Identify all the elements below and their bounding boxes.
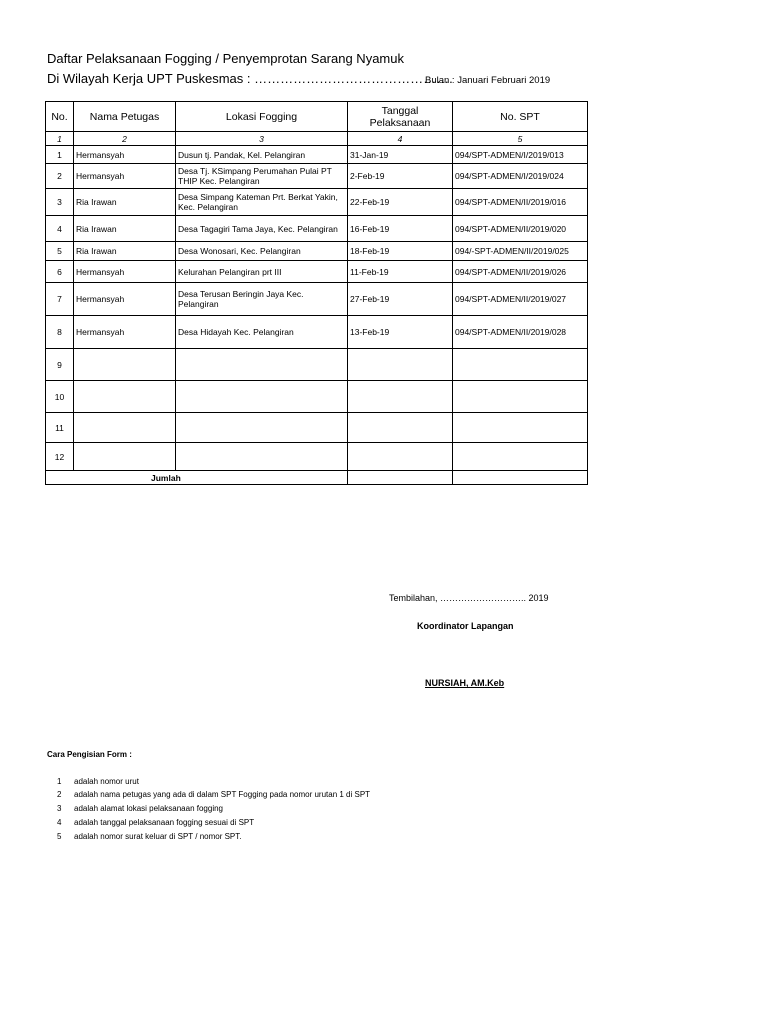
cell-tanggal: 22-Feb-19 [348,189,453,216]
table-row [46,316,588,349]
note-number: 1 [57,777,62,786]
jumlah-spt-cell [453,471,588,485]
note-number: 3 [57,804,62,813]
table-row [46,216,588,242]
col-header-nama: Nama Petugas [74,102,176,132]
table-row [46,164,588,189]
cell-lokasi: Dusun tj. Pandak, Kel. Pelangiran [176,146,348,164]
cell-nama: Hermansyah [74,261,176,283]
table-row [46,261,588,283]
cell-no: 4 [46,216,74,242]
cell-tanggal: 13-Feb-19 [348,316,453,349]
note-text: adalah nomor urut [74,777,139,786]
table-row [46,189,588,216]
cell-nama [74,349,176,381]
cell-lokasi [176,443,348,471]
cell-nama [74,413,176,443]
cell-spt: 094/SPT-ADMEN/I/2019/013 [453,146,588,164]
table-row [46,349,588,381]
cell-lokasi [176,413,348,443]
cell-nama: Ria Irawan [74,216,176,242]
note-text: adalah nama petugas yang ada di dalam SPT Fogging pada nomor urutan 1 di SPT [74,790,371,799]
col-number: 5 [453,132,588,146]
cell-spt [453,443,588,471]
cell-nama: Hermansyah [74,146,176,164]
note-text: adalah tanggal pelaksanaan fogging sesuai di SPT [74,818,255,827]
notes-title: Cara Pengisian Form : [47,750,132,759]
cell-tanggal: 11-Feb-19 [348,261,453,283]
cell-spt: 094/SPT-ADMEN/I/2019/024 [453,164,588,189]
column-number-row [46,132,588,146]
cell-lokasi: Desa Terusan Beringin Jaya Kec. Pelangiran [176,283,348,316]
cell-lokasi: Desa Simpang Kateman Prt. Berkat Yakin, Kec. Pelangiran [176,189,348,216]
note-item [57,804,223,813]
col-number: 1 [46,132,74,146]
col-header-tanggal: Tanggal Pelaksanaan [348,102,453,132]
cell-lokasi [176,349,348,381]
col-number: 3 [176,132,348,146]
cell-no: 10 [46,381,74,413]
jumlah-tanggal-cell [348,471,453,485]
cell-no: 12 [46,443,74,471]
cell-tanggal [348,443,453,471]
cell-spt: 094/SPT-ADMEN/II/2019/026 [453,261,588,283]
table-row [46,413,588,443]
cell-no: 6 [46,261,74,283]
cell-no: 11 [46,413,74,443]
table-row [46,283,588,316]
cell-tanggal: 27-Feb-19 [348,283,453,316]
cell-no: 2 [46,164,74,189]
col-header-lokasi: Lokasi Fogging [176,102,348,132]
signature-name: NURSIAH, AM.Keb [425,678,505,688]
cell-spt [453,381,588,413]
title-line-2: Di Wilayah Kerja UPT Puskesmas : ………………………………………. [47,71,453,86]
cell-nama: Ria Irawan [74,242,176,261]
table-row [46,146,588,164]
fogging-table [45,101,588,485]
cell-nama [74,381,176,413]
cell-spt: 094/SPT-ADMEN/II/2019/016 [453,189,588,216]
cell-lokasi [176,381,348,413]
cell-no: 8 [46,316,74,349]
cell-tanggal [348,381,453,413]
signature-place-date: Tembilahan, ……………………….. 2019 [389,593,549,603]
cell-spt: 094/SPT-ADMEN/II/2019/028 [453,316,588,349]
cell-spt: 094/SPT-ADMEN/II/2019/020 [453,216,588,242]
cell-spt: 094/-SPT-ADMEN/II/2019/025 [453,242,588,261]
cell-no: 3 [46,189,74,216]
note-number: 2 [57,790,62,799]
cell-nama [74,443,176,471]
cell-no: 9 [46,349,74,381]
table-row [46,381,588,413]
note-item [57,790,370,799]
jumlah-row [46,471,588,485]
col-number: 2 [74,132,176,146]
cell-spt: 094/SPT-ADMEN/II/2019/027 [453,283,588,316]
header-row [46,102,588,132]
cell-tanggal [348,349,453,381]
cell-nama: Ria Irawan [74,189,176,216]
note-item [57,832,242,841]
table-row [46,443,588,471]
cell-lokasi: Desa Tj. KSimpang Perumahan Pulai PT THIP Kec. Pelangiran [176,164,348,189]
cell-no: 7 [46,283,74,316]
col-header-no: No. [46,102,74,132]
cell-lokasi: Desa Wonosari, Kec. Pelangiran [176,242,348,261]
col-header-spt: No. SPT [453,102,588,132]
cell-tanggal: 16-Feb-19 [348,216,453,242]
cell-no: 5 [46,242,74,261]
cell-spt [453,349,588,381]
note-item [57,818,254,827]
table-row [46,242,588,261]
jumlah-label: Jumlah [46,471,348,485]
cell-tanggal: 2-Feb-19 [348,164,453,189]
col-number: 4 [348,132,453,146]
cell-lokasi: Kelurahan Pelangiran prt III [176,261,348,283]
bulan-label: Bulan : Januari Februari 2019 [425,75,551,86]
cell-lokasi: Desa Tagagiri Tama Jaya, Kec. Pelangiran [176,216,348,242]
signature-role: Koordinator Lapangan [417,621,514,631]
cell-nama: Hermansyah [74,316,176,349]
cell-tanggal [348,413,453,443]
note-number: 5 [57,832,62,841]
note-text: adalah nomor surat keluar di SPT / nomor SPT. [74,832,242,841]
cell-lokasi: Desa Hidayah Kec. Pelangiran [176,316,348,349]
title-line-1: Daftar Pelaksanaan Fogging / Penyemprotan Sarang Nyamuk [47,51,404,66]
note-text: adalah alamat lokasi pelaksanaan fogging [74,804,223,813]
note-item [57,777,139,786]
cell-no: 1 [46,146,74,164]
cell-nama: Hermansyah [74,164,176,189]
cell-tanggal: 18-Feb-19 [348,242,453,261]
note-number: 4 [57,818,62,827]
cell-tanggal: 31-Jan-19 [348,146,453,164]
cell-spt [453,413,588,443]
cell-nama: Hermansyah [74,283,176,316]
